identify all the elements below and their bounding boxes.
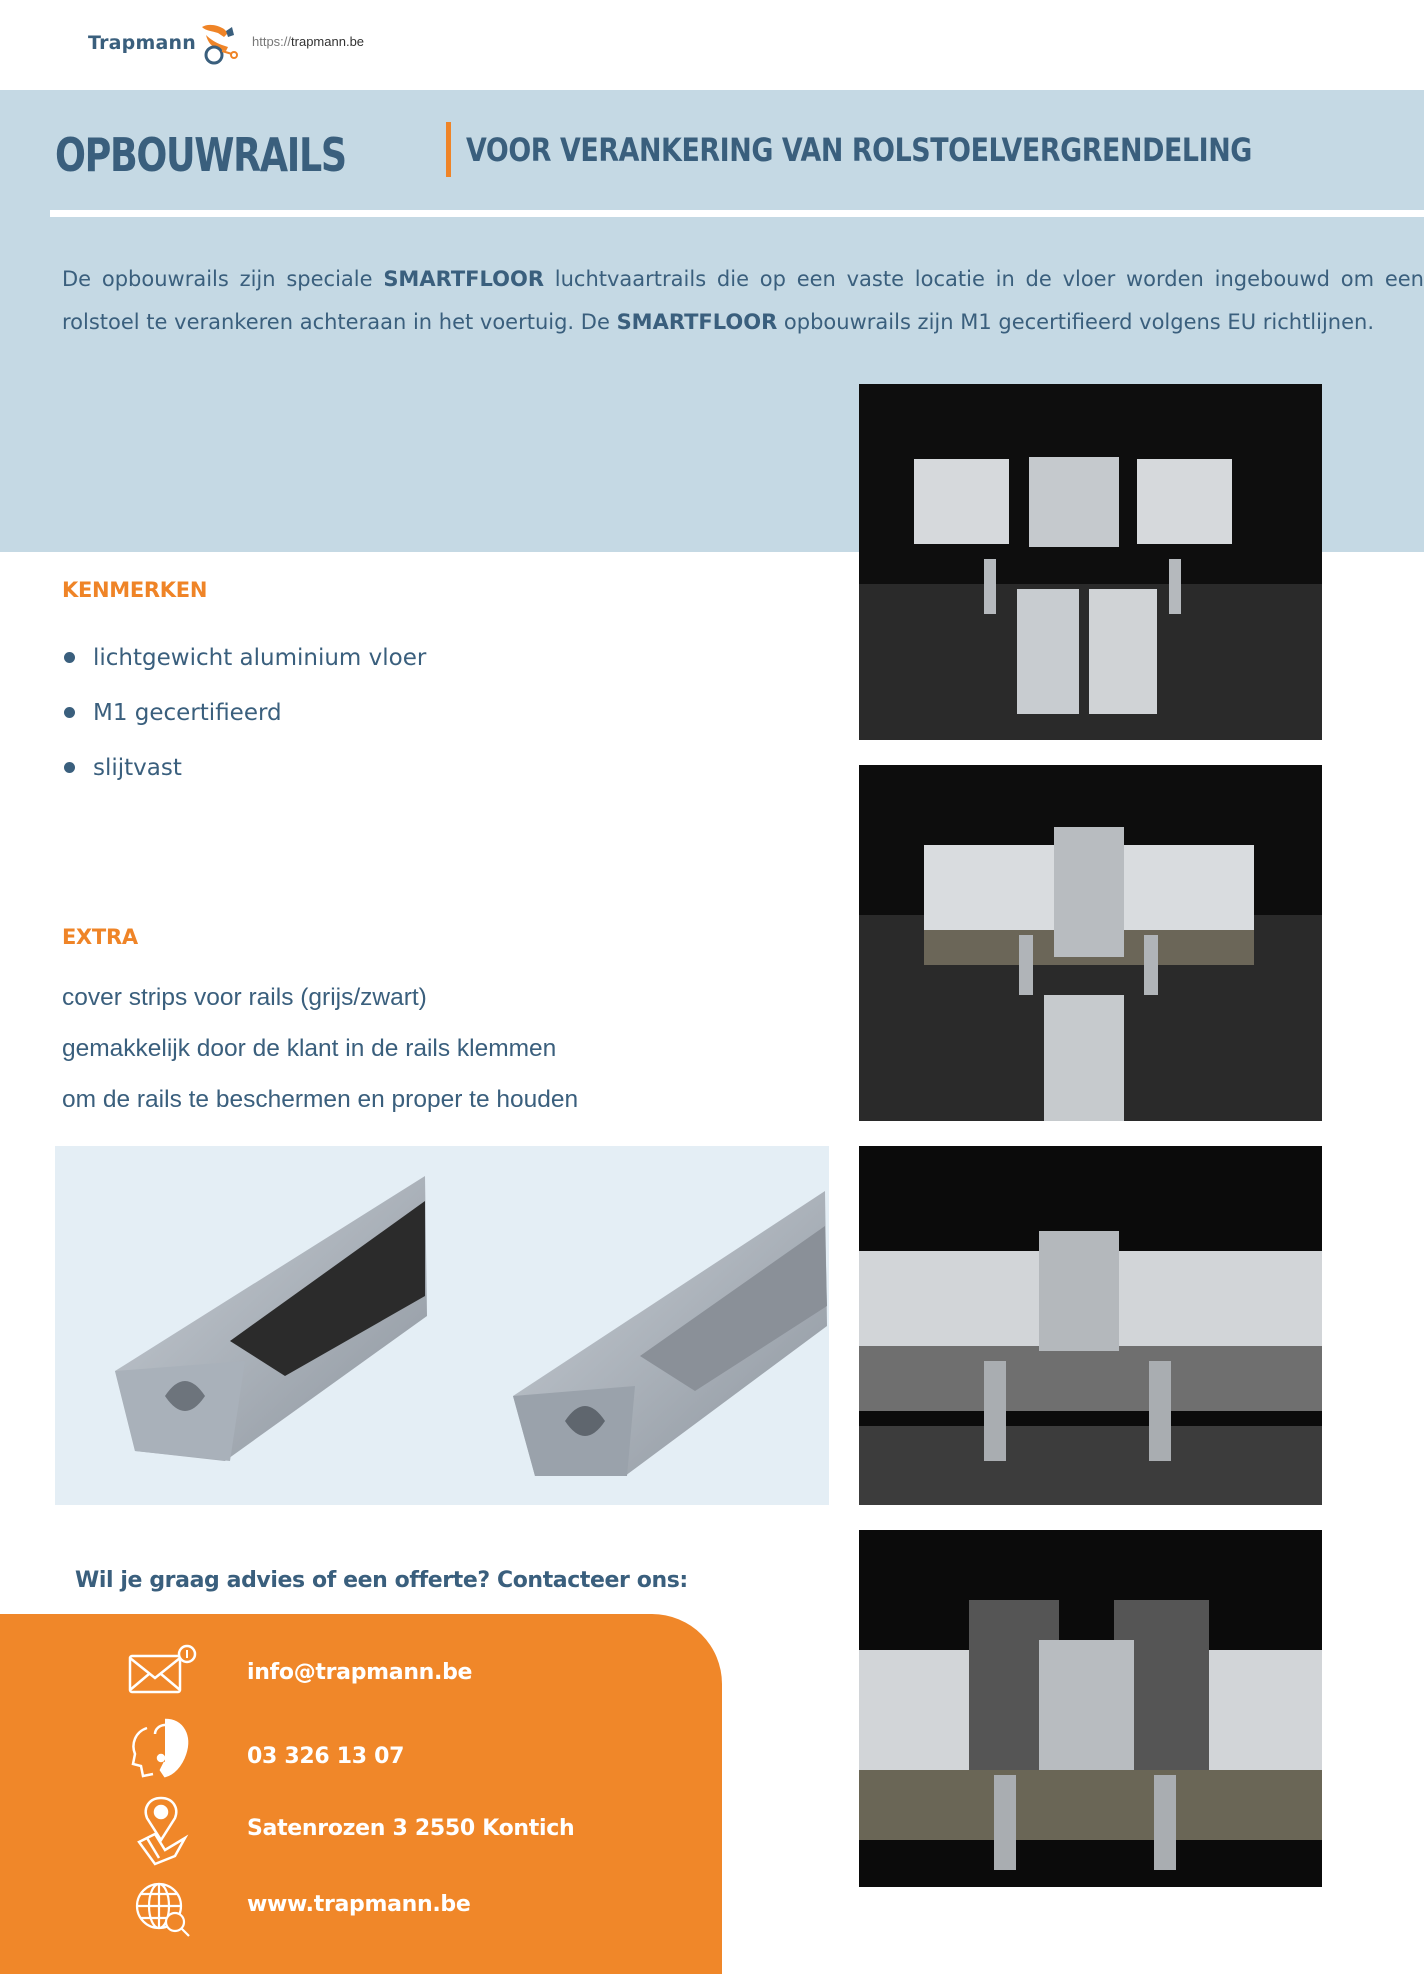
rail-assembly-image-2 — [859, 765, 1322, 1121]
rail-assembly-with-antislip-photo — [859, 1530, 1322, 1887]
extra-description — [62, 978, 578, 1131]
kenmerken-list — [62, 630, 426, 795]
headset-support-icon — [125, 1714, 201, 1784]
list-item-text: M1 gecertifieerd — [93, 699, 282, 726]
cover-strips-illustration — [55, 1146, 829, 1505]
brand-name: SMARTFLOOR — [383, 267, 544, 291]
list-item — [62, 740, 426, 795]
contact-box — [0, 1614, 722, 1974]
list-item-text: slijtvast — [93, 754, 182, 781]
rail-components-image — [859, 384, 1322, 740]
rail-assembly-image-4 — [859, 1530, 1322, 1887]
rail-assembly-closeup-photo — [859, 1146, 1322, 1505]
extra-line: gemakkelijk door de klant in de rails klemmen — [62, 1035, 557, 1062]
url-domain: trapmann.be — [291, 34, 365, 49]
intro-paragraph — [62, 258, 1424, 344]
extra-line: cover strips voor rails (grijs/zwart) — [62, 984, 427, 1011]
title-divider — [446, 122, 451, 177]
intro-text-1: De opbouwrails zijn speciale — [62, 267, 384, 291]
trapmann-logo[interactable] — [88, 18, 242, 68]
rail-assembly-image-3 — [859, 1146, 1322, 1505]
bullet-icon — [64, 652, 75, 663]
contact-address: Satenrozen 3 2550 Kontich — [247, 1816, 575, 1841]
intro-text-3: opbouwrails zijn M1 gecertifieerd volgens EU richtlijnen. — [777, 310, 1375, 334]
logo-text: Trapmann — [88, 32, 196, 54]
cover-strips-image — [55, 1146, 829, 1505]
wheelchair-logo-icon — [198, 21, 242, 65]
contact-phone[interactable]: 03 326 13 07 — [247, 1744, 405, 1769]
title-subtitle: VOOR VERANKERING VAN ROLSTOELVERGRENDELING — [466, 131, 1252, 169]
bullet-icon — [64, 707, 75, 718]
contact-email[interactable]: info@trapmann.be — [247, 1660, 473, 1685]
list-item-text: lichtgewicht aluminium vloer — [93, 644, 427, 671]
title-main: OPBOUWRAILS — [55, 128, 346, 182]
globe-search-icon — [125, 1878, 201, 1940]
brand-name: SMARTFLOOR — [616, 310, 778, 334]
url-protocol: https:// — [252, 34, 292, 49]
contact-cta: Wil je graag advies of een offerte? Contacteer ons: — [75, 1568, 688, 1593]
extra-line: om de rails te beschermen en proper te houden — [62, 1086, 579, 1113]
list-item — [62, 630, 426, 685]
bullet-icon — [64, 762, 75, 773]
rail-components-photo — [859, 384, 1322, 740]
page-title — [55, 118, 385, 182]
map-pin-icon — [125, 1794, 201, 1866]
extra-heading: EXTRA — [62, 925, 138, 949]
title-underline — [50, 210, 1424, 217]
mail-notification-icon — [125, 1644, 201, 1704]
kenmerken-heading: KENMERKEN — [62, 578, 208, 602]
list-item — [62, 685, 426, 740]
site-url[interactable] — [252, 34, 364, 49]
rail-assembly-with-track-photo — [859, 765, 1322, 1121]
intro-text-2: luchtvaartrails die op een vaste locatie in de vloer worden ingebouwd om een rolstoel te verankeren achteraan in het voertuig. De — [62, 267, 1424, 334]
contact-website[interactable]: www.trapmann.be — [247, 1892, 471, 1917]
